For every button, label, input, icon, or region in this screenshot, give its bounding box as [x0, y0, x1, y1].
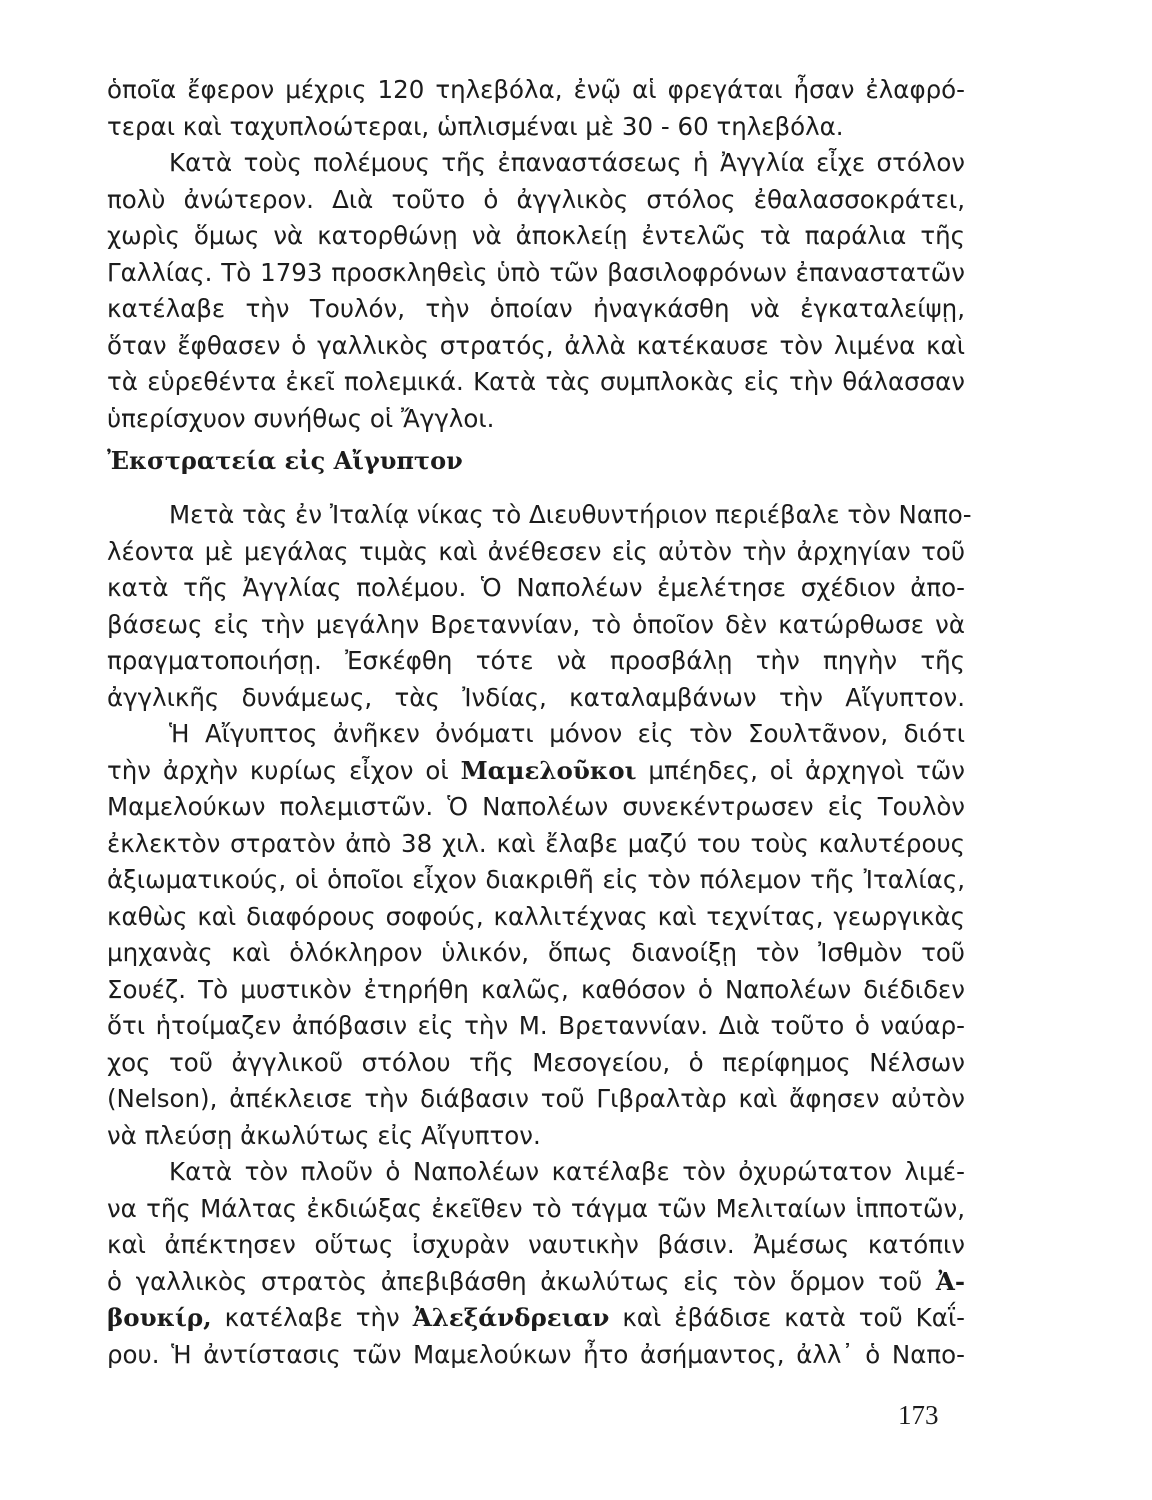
text-line: κατέλαβε τὴν Τουλόν, τὴν ὁποίαν ἠναγκάσθη νὰ ἐγκαταλείψῃ, [107, 294, 965, 323]
text-line [107, 1300, 965, 1337]
text-line: Μετὰ τὰς ἐν Ἰταλίᾳ νίκας τὸ Διευθυντήριον περιέβαλε τὸν Ναπο- [169, 500, 972, 529]
text-span: τὴν ἀρχὴν κυρίως εἶχον οἱ [107, 755, 461, 785]
text-line: ἀγγλικῆς δυνάμεως, τὰς Ἰνδίας, καταλαμβάνων τὴν Αἴγυπτον. [107, 682, 965, 712]
text-line: ὑπερίσχυον συνήθως οἱ Ἄγγλοι. [107, 403, 495, 433]
text-line [107, 753, 965, 790]
text-line: τεραι καὶ ταχυπλοώτεραι, ὡπλισμέναι μὲ 30 - 60 τηλεβόλα. [107, 111, 844, 141]
bold-term-mameloukoi: Μαμελοῦκοι [460, 755, 637, 785]
text-line: Κατὰ τὸν πλοῦν ὁ Ναπολέων κατέλαβε τὸν ὀχυρώτατον λιμέ- [169, 1157, 965, 1186]
text-line: ἐκλεκτὸν στρατὸν ἀπὸ 38 χιλ. καὶ ἔλαβε μαζύ του τοὺς καλυτέρους [107, 828, 965, 858]
text-line: Σουέζ. Τὸ μυστικὸν ἐτηρήθη καλῶς, καθόσον ὁ Ναπολέων διέδιδεν [107, 974, 965, 1004]
text-line: καθὼς καὶ διαφόρους σοφούς, καλλιτέχνας καὶ τεχνίτας, γεωργικὰς [107, 901, 965, 931]
text-line: να τῆς Μάλτας ἐκδιώξας ἐκεῖθεν τὸ τάγμα τῶν Μελιταίων ἱπποτῶν, [107, 1193, 965, 1223]
text-line [107, 1264, 965, 1301]
page-number: 173 [898, 1400, 939, 1430]
text-line: κατὰ τῆς Ἀγγλίας πολέμου. Ὁ Ναπολέων ἐμελέτησε σχέδιον ἀπο- [107, 573, 965, 602]
text-line: χωρὶς ὅμως νὰ κατορθώνῃ νὰ ἀποκλείῃ ἐντελῶς τὰ παράλια τῆς [107, 221, 965, 250]
text-line: Γαλλίας. Τὸ 1793 προσκληθεὶς ὑπὸ τῶν βασιλοφρόνων ἐπαναστατῶν [107, 257, 965, 287]
text-line: ρου. Ἡ ἀντίστασις τῶν Μαμελούκων ἦτο ἀσήμαντος, ἀλλ᾽ ὁ Ναπο- [107, 1339, 965, 1369]
text-line: ὁποῖα ἔφερον μέχρις 120 τηλεβόλα, ἐνῷ αἱ φρεγάται ἦσαν ἐλαφρό- [107, 75, 965, 104]
text-span: ὁ γαλλικὸς στρατὸς ἀπεβιβάσθη ἀκωλύτως εἰς τὸν ὅρμον τοῦ [107, 1266, 936, 1296]
text-line: βάσεως εἰς τὴν μεγάλην Βρεταννίαν, τὸ ὁποῖον δὲν κατώρθωσε νὰ [107, 609, 965, 639]
text-line: τὰ εὑρεθέντα ἐκεῖ πολεμικά. Κατὰ τὰς συμπλοκὰς εἰς τὴν θάλασσαν [107, 367, 965, 396]
text-line: ὅταν ἔφθασεν ὁ γαλλικὸς στρατός, ἀλλὰ κατέκαυσε τὸν λιμένα καὶ [107, 330, 965, 360]
text-span: κατέλαβε τὴν [211, 1303, 413, 1332]
text-span: μπέηδες, οἱ ἀρχηγοὶ τῶν [636, 755, 965, 785]
text-line: Κατὰ τοὺς πολέμους τῆς ἐπαναστάσεως ἡ Ἀγγλία εἶχε στόλον [169, 148, 965, 177]
text-line: μηχανὰς καὶ ὁλόκληρον ὑλικόν, ὅπως διανοίξῃ τὸν Ἰσθμὸν τοῦ [107, 938, 965, 967]
section-heading: Ἐκστρατεία εἰς Αἴγυπτον [107, 446, 463, 475]
text-line: νὰ πλεύσῃ ἀκωλύτως εἰς Αἴγυπτον. [107, 1120, 541, 1150]
bold-term-alexandreia: Ἀλεξάνδρειαν [412, 1303, 610, 1332]
text-line: Ἡ Αἴγυπτος ἀνῆκεν ὀνόματι μόνον εἰς τὸν Σουλτᾶνον, διότι [169, 719, 965, 748]
text-line: πολὺ ἀνώτερον. Διὰ τοῦτο ὁ ἀγγλικὸς στόλος ἐθαλασσοκράτει, [107, 184, 965, 214]
bold-term-aboukir: Ἀ- [935, 1266, 965, 1296]
text-line: πραγματοποιήσῃ. Ἐσκέφθη τότε νὰ προσβάλῃ τὴν πηγὴν τῆς [107, 646, 965, 675]
text-line: λέοντα μὲ μεγάλας τιμὰς καὶ ἀνέθεσεν εἰς αὐτὸν τὴν ἀρχηγίαν τοῦ [107, 536, 965, 566]
page-text [107, 72, 972, 1373]
text-line: καὶ ἀπέκτησεν οὕτως ἰσχυρὰν ναυτικὴν βάσιν. Ἀμέσως κατόπιν [107, 1230, 965, 1259]
text-span: καὶ ἐβάδισε κατὰ τοῦ Καΐ- [609, 1303, 966, 1332]
bold-term-aboukir: βουκίρ, [107, 1303, 212, 1332]
text-line: ἀξιωματικούς, οἱ ὁποῖοι εἶχον διακριθῆ εἰς τὸν πόλεμον τῆς Ἰταλίας, [107, 865, 965, 894]
text-line: (Nelson), ἀπέκλεισε τὴν διάβασιν τοῦ Γιβραλτὰρ καὶ ἄφησεν αὐτὸν [107, 1084, 965, 1113]
text-line: ὅτι ἡτοίμαζεν ἀπόβασιν εἰς τὴν Μ. Βρεταννίαν. Διὰ τοῦτο ὁ ναύαρ- [107, 1011, 965, 1040]
text-line: Μαμελούκων πολεμιστῶν. Ὁ Ναπολέων συνεκέντρωσεν εἰς Τουλὸν [107, 792, 965, 821]
text-line: χος τοῦ ἀγγλικοῦ στόλου τῆς Μεσογείου, ὁ περίφημος Νέλσων [107, 1047, 965, 1077]
